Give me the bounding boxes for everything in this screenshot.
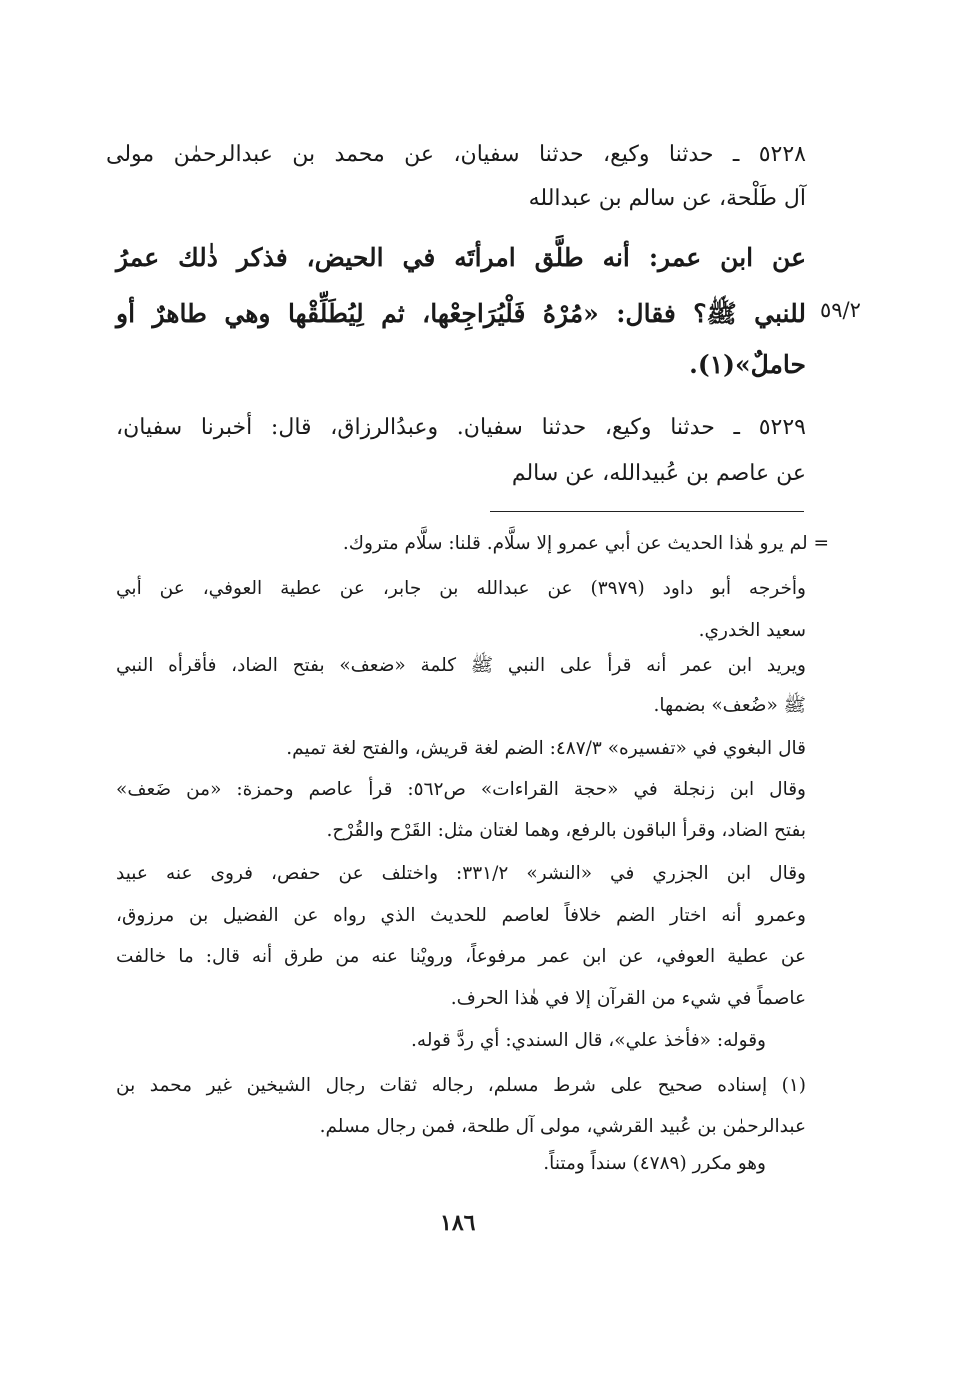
footnote-line: وقال ابن زنجلة في «حجة القراءات» ص٥٦٢: قرأ عاصم وحمزة: «من ضَعف»	[116, 779, 806, 800]
footnote-line: وهو مكرر (٤٧٨٩) سنداً ومتناً.	[543, 1153, 766, 1174]
margin-volume-page-ref: ٥٩/٢	[820, 298, 861, 322]
footnote-line: عبدالرحمٰن بن عُبيد القرشي، مولى آل طلحة، فمن رجال مسلم.	[319, 1116, 806, 1137]
footnote-line: (١) إسناده صحيح على شرط مسلم، رجاله ثقات رجال الشيخين غير محمد بن	[116, 1075, 806, 1096]
hadith-5228-line-1: ٥٢٢٨ ـ حدثنا وكيع، حدثنا سفيان، عن محمد بن عبدالرحمٰن مولى	[106, 142, 806, 167]
footnote-divider	[490, 511, 804, 512]
hadith-5229-line-2: عن عاصم بن عُبيدالله، عن سالم	[511, 461, 806, 486]
hadith-5229-line-1: ٥٢٢٩ ـ حدثنا وكيع، حدثنا سفيان. وعبدُالرزاق، قال: أخبرنا سفيان،	[116, 415, 806, 440]
matn-line-2: للنبي ﷺ؟ فقال: «مُرْهُ فَلْيُرَاجِعْها، ثم لِيُطَلِّقْها وهي طاهرٌ أو	[116, 299, 806, 328]
page-number: ١٨٦	[440, 1210, 476, 1236]
footnote-line: وعمرو أنه اختار الضم خلافاً لعاصم للحديث الذي رواه عن الفضيل بن مرزوق،	[116, 905, 806, 926]
footnote-line: بفتح الضاد، وقرأ الباقون بالرفع، وهما لغتان مثل: القَرْح والقُرْح.	[326, 820, 806, 841]
footnote-line: ويريد ابن عمر أنه قرأ على النبي ﷺ كلمة «ضعف» بفتح الضاد، فأقرأه النبي	[116, 655, 806, 676]
footnote-line: قال البغوي في «تفسيره» ٤٨٧/٣: الضم لغة قريش، والفتح لغة تميم.	[286, 738, 806, 759]
footnote-line: عاصماً في شيء من القرآن إلا في هٰذا الحرف.	[450, 988, 806, 1009]
footnote-line: وقال ابن الجزري في «النشر» ٣٣١/٢: واختلف عن حفص، فروى عنه عبيد	[116, 863, 806, 884]
matn-line-1: عن ابن عمر: أنه طلَّق امرأتَه في الحيض، فذكر ذٰلك عمرُ	[116, 243, 806, 272]
footnote-line: وأخرجه أبو داود (٣٩٧٩) عن عبدالله بن جابر، عن عطية العوفي، عن أبي	[116, 578, 806, 599]
footnote-line: عن عطية العوفي، عن ابن عمر مرفوعاً، ورويْنا عنه من طرق أنه قال: ما خالفت	[116, 946, 806, 967]
matn-line-3: حاملٌ»(١).	[689, 350, 806, 379]
footnote-line: = لم يرو هٰذا الحديث عن أبي عمرو إلا سلَّام. قلنا: سلَّام متروك.	[342, 533, 829, 554]
footnote-line: وقوله: «فأخذ علي»، قال السندي: أي ردَّ قوله.	[411, 1030, 766, 1051]
hadith-5228-line-2: آل طَلْحة، عن سالم بن عبدالله	[528, 186, 806, 211]
footnote-line: سعيد الخدري.	[698, 620, 806, 641]
footnote-line: ﷺ «ضُعف» بضمها.	[653, 695, 806, 716]
